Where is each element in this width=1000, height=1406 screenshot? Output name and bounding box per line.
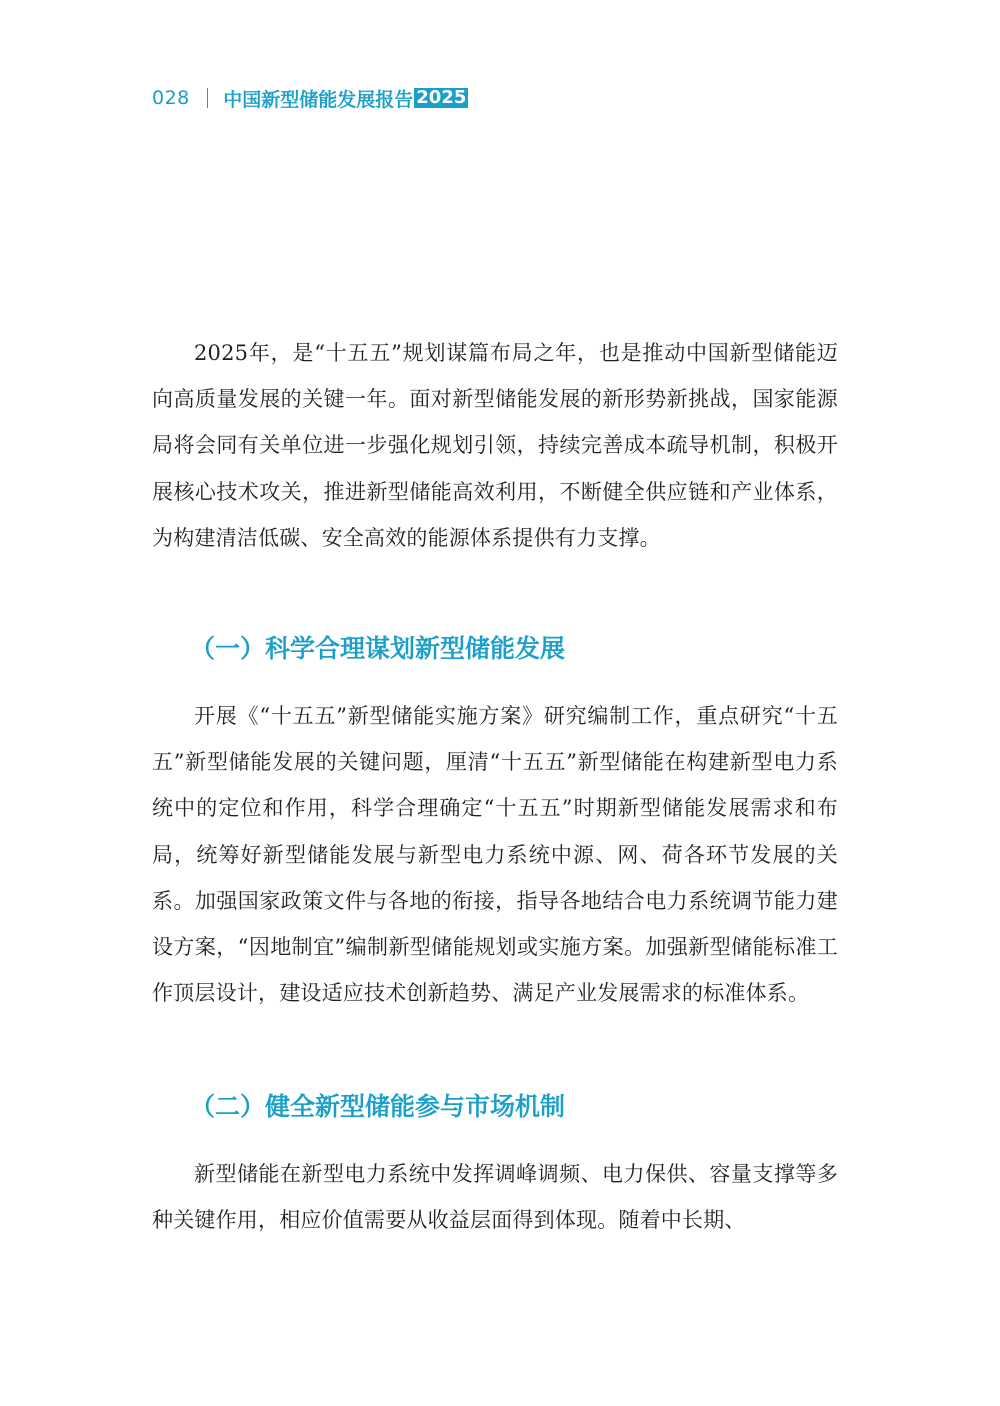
section-heading-2: （二）健全新型储能参与市场机制 — [190, 1092, 566, 1121]
report-title: 中国新型储能发展报告 — [223, 88, 414, 111]
header-divider — [207, 88, 209, 108]
section-heading-1: （一）科学合理谋划新型储能发展 — [190, 634, 566, 663]
page-number: 028 — [152, 87, 190, 109]
section-2-paragraph: 新型储能在新型电力系统中发挥调峰调频、电力保供、容量支撑等多种关键作用，相应价值需要从收益层面得到体现。随着中长期、 — [152, 1162, 838, 1233]
intro-paragraph: 2025年，是“十五五”规划谋篇布局之年，也是推动中国新型储能迈向高质量发展的关键一年。面对新型储能发展的新形势新挑战，国家能源局将会同有关单位进一步强化规划引领，持续完善成本疏导机制，积极开展核心技术攻关，推进新型储能高效利用，不断健全供应链和产业体系，为构建清洁低碳、安全高效的能源体系提供有力支撑。 — [152, 341, 838, 550]
running-header — [152, 84, 468, 112]
report-year-badge: 2025 — [416, 87, 467, 108]
section-1-paragraph: 开展《“十五五”新型储能实施方案》研究编制工作，重点研究“十五五”新型储能发展的关键问题，厘清“十五五”新型储能在构建新型电力系统中的定位和作用，科学合理确定“十五五”时期新型储能发展需求和布局，统筹好新型储能发展与新型电力系统中源、网、荷各环节发展的关系。加强国家政策文件与各地的衔接，指导各地结合电力系统调节能力建设方案，“因地制宜”编制新型储能规划或实施方案。加强新型储能标准工作顶层设计，建设适应技术创新趋势、满足产业发展需求的标准体系。 — [152, 704, 838, 1006]
